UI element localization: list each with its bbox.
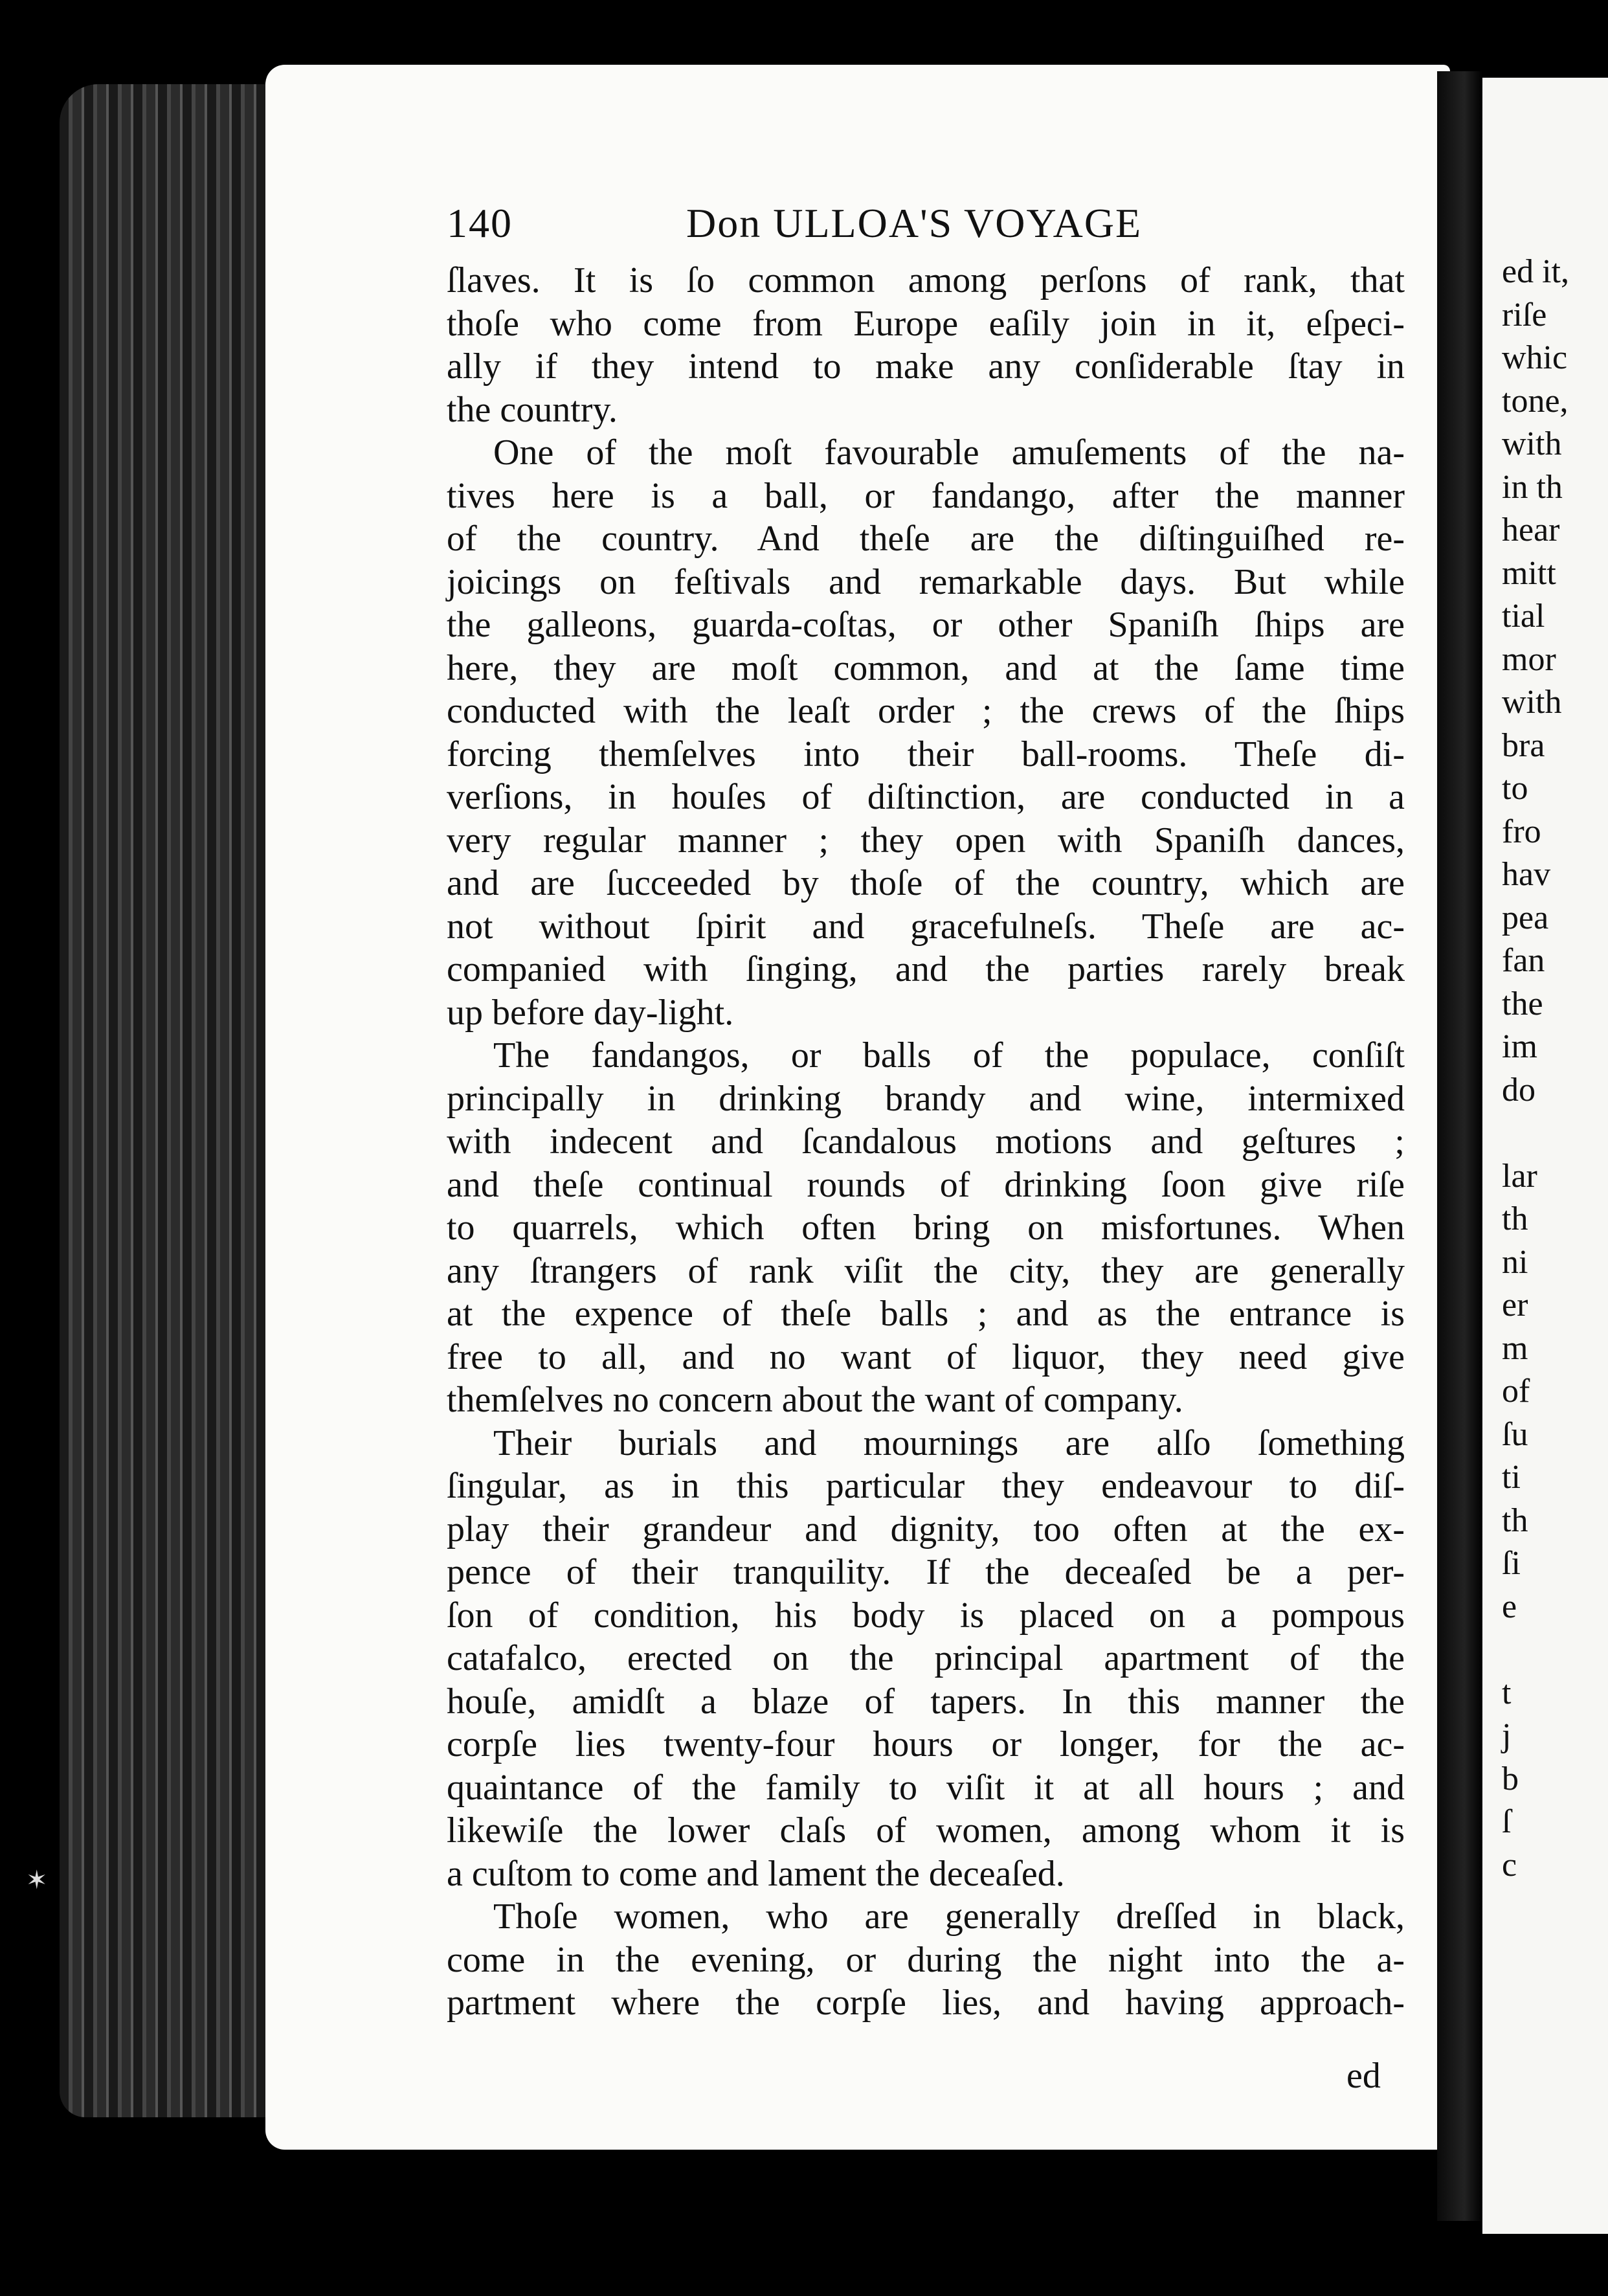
text-line: thoſe who come from Europe eaſily join in it, eſpeci- (447, 303, 1405, 344)
text-line: ſingular, as in this particular they endeavour to diſ- (447, 1466, 1405, 1506)
facing-page-fragment: hear (1502, 512, 1560, 548)
text-line: the galleons, guarda-coſtas, or other Spaniſh ſhips are (447, 605, 1405, 645)
text-line: companied with ſinging, and the parties rarely break (447, 949, 1405, 989)
facing-page-fragment: im (1502, 1028, 1537, 1065)
text-line: up before day-light. (447, 992, 734, 1033)
text-line: verſions, in houſes of diſtinction, are conducted in a (447, 777, 1405, 817)
facing-page-fragment: hav (1502, 856, 1551, 893)
scan-speck: ✶ (26, 1865, 48, 1895)
facing-page-fragment: m (1502, 1329, 1528, 1367)
facing-page-fragment: ſu (1502, 1415, 1528, 1453)
text-line: ally if they intend to make any conſiderable ſtay in (447, 346, 1405, 387)
page-edge-strip (60, 84, 280, 2117)
text-line: Thoſe women, who are generally dreſſed in black, (493, 1896, 1405, 1937)
text-line: the country. (447, 389, 618, 430)
text-line: at the expence of theſe balls ; and as the entrance is (447, 1294, 1405, 1334)
text-line: tives here is a ball, or fandango, after the manner (447, 475, 1405, 516)
text-line: of the country. And theſe are the diſtinguiſhed re- (447, 519, 1405, 559)
text-line: and are ſucceeded by thoſe of the country, which are (447, 863, 1405, 903)
text-line: themſelves no concern about the want of company. (447, 1380, 1183, 1420)
text-line: ſlaves. It is ſo common among perſons of rank, that (447, 260, 1405, 300)
text-line: One of the moſt favourable amuſements of the na- (493, 433, 1405, 473)
text-line: come in the evening, or during the night into the a- (447, 1939, 1405, 1980)
facing-page-fragment: th (1502, 1200, 1528, 1237)
facing-page-fragment: with (1502, 684, 1562, 721)
facing-page-fragment: e (1502, 1588, 1517, 1625)
facing-page-fragment: whic (1502, 339, 1568, 376)
facing-page-fragment: th (1502, 1502, 1528, 1539)
facing-page-fragment: bra (1502, 726, 1545, 764)
facing-page-fragment: in th (1502, 468, 1563, 506)
text-line: ſon of condition, his body is placed on a pompous (447, 1595, 1405, 1636)
text-line: houſe, amidſt a blaze of tapers. In this manner the (447, 1681, 1405, 1722)
text-line: likewiſe the lower claſs of women, among whom it is (447, 1810, 1405, 1851)
facing-page-fragment: j (1502, 1717, 1512, 1754)
facing-page-fragment: the (1502, 985, 1543, 1022)
text-line: and theſe continual rounds of drinking ſoon give riſe (447, 1164, 1405, 1205)
text-line: forcing themſelves into their ball-rooms. Theſe di- (447, 734, 1405, 774)
facing-page-fragment: of (1502, 1373, 1530, 1410)
facing-page-fragment: mitt (1502, 554, 1556, 592)
facing-page-fragment: do (1502, 1071, 1535, 1109)
text-line: a cuſtom to come and lament the deceaſed. (447, 1853, 1065, 1894)
text-line: to quarrels, which often bring on misfortunes. When (447, 1208, 1405, 1248)
facing-page-fragment: pea (1502, 899, 1549, 936)
running-title: Don ULLOA'S VOYAGE (686, 200, 1143, 246)
text-line: pence of their tranquility. If the deceaſed be a per- (447, 1552, 1405, 1592)
text-line: conducted with the leaſt order ; the crews of the ſhips (447, 691, 1405, 731)
text-line: play their grandeur and dignity, too often at the ex- (447, 1509, 1405, 1549)
text-line: partment where the corpſe lies, and having approach- (447, 1983, 1405, 2023)
facing-page-fragment: ſ (1502, 1803, 1512, 1840)
facing-page-fragment: ti (1502, 1459, 1521, 1496)
facing-page-fragment: c (1502, 1846, 1517, 1884)
facing-page-fragment: ni (1502, 1243, 1528, 1281)
facing-page-fragment: tone, (1502, 382, 1569, 420)
text-line: free to all, and no want of liquor, they need give (447, 1336, 1405, 1377)
facing-page-fragment: with (1502, 425, 1562, 462)
text-line: any ſtrangers of rank viſit the city, they are generally (447, 1250, 1405, 1291)
text-line: The fandangos, or balls of the populace, conſiſt (493, 1035, 1405, 1075)
page-header (447, 199, 1405, 251)
text-line: joicings on feſtivals and remarkable days. But while (447, 561, 1405, 602)
facing-page-fragment: ſi (1502, 1545, 1521, 1582)
facing-page-fragment: ed it, (1502, 253, 1569, 290)
facing-page-fragment: fro (1502, 813, 1541, 850)
text-line: quaintance of the family to viſit it at all hours ; and (447, 1767, 1405, 1808)
facing-page-fragment: riſe (1502, 296, 1547, 333)
text-line: corpſe lies twenty-four hours or longer, for the ac- (447, 1724, 1405, 1764)
facing-page-fragment: tial (1502, 598, 1545, 635)
text-line: principally in drinking brandy and wine, intermixed (447, 1078, 1405, 1119)
text-line: very regular manner ; they open with Spaniſh dances, (447, 820, 1405, 861)
catchword: ed (1346, 2056, 1381, 2096)
facing-page-fragment: b (1502, 1760, 1519, 1797)
text-line: catafalco, erected on the principal apartment of the (447, 1638, 1405, 1678)
facing-page-fragment: er (1502, 1287, 1528, 1323)
facing-page-fragment: t (1502, 1674, 1512, 1711)
text-line: with indecent and ſcandalous motions and geſtures ; (447, 1121, 1405, 1162)
text-line: Their burials and mournings are alſo ſomething (493, 1423, 1405, 1463)
text-line: here, they are moſt common, and at the ſame time (447, 647, 1405, 688)
page-number: 140 (447, 200, 513, 246)
body-text (447, 259, 1405, 2025)
text-line: not without ſpirit and gracefulneſs. Theſe are ac- (447, 906, 1405, 947)
facing-page (1482, 78, 1608, 2234)
book-gutter (1437, 71, 1482, 2221)
facing-page-fragment: fan (1502, 942, 1545, 979)
facing-page-fragment: mor (1502, 640, 1556, 678)
facing-page-fragment: lar (1502, 1157, 1537, 1195)
facing-page-fragment: to (1502, 770, 1528, 807)
